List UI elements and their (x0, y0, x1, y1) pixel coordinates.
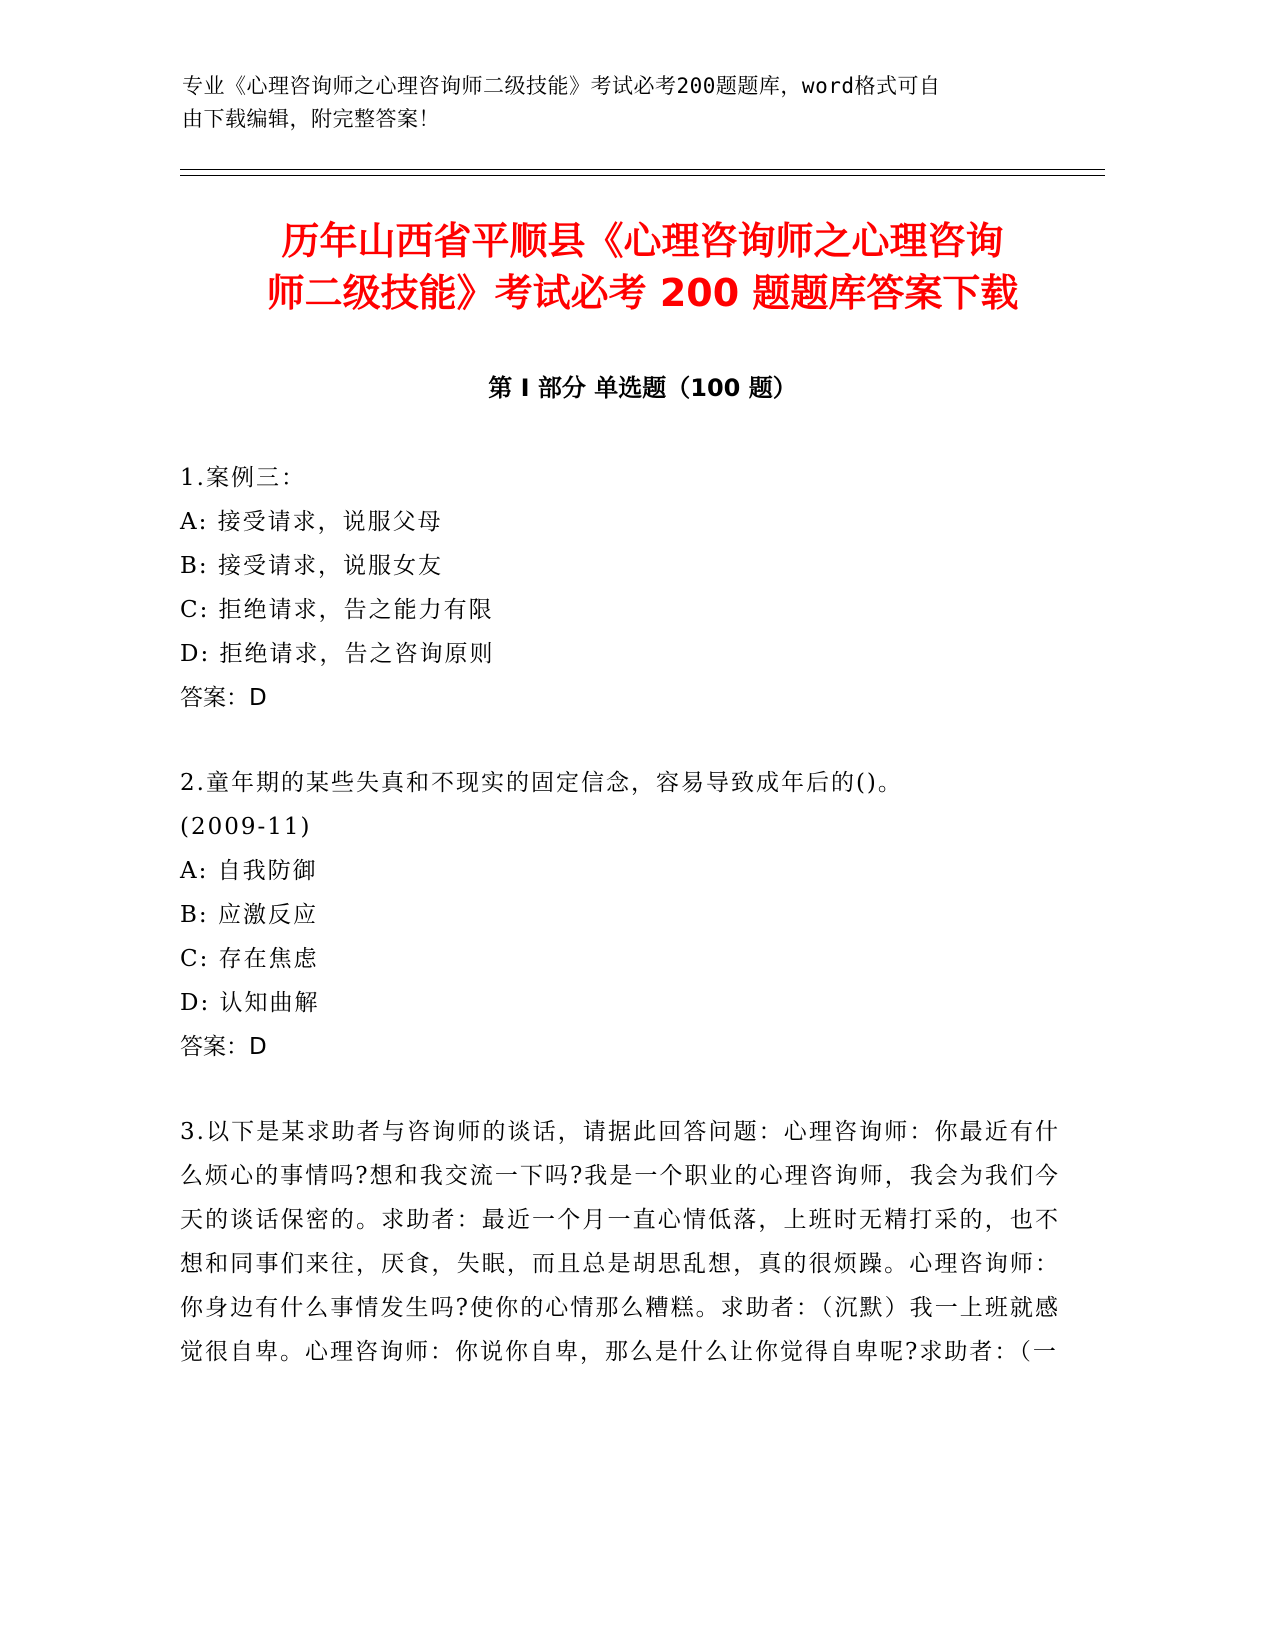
question-1 (180, 456, 1060, 720)
question-stem-continued: (2009-11) (180, 814, 312, 840)
option-c: C: 拒绝请求，告之能力有限 (180, 597, 494, 623)
option-c: C: 存在焦虑 (180, 946, 319, 972)
option-a: A: 自我防御 (180, 858, 318, 884)
header-divider (180, 175, 1105, 176)
question-stem: 3.以下是某求助者与咨询师的谈话，请据此回答问题：心理咨询师：你最近有什么烦心的事情吗?想和我交流一下吗?我是一个职业的心理咨询师，我会为我们今天的谈话保密的。求助者：最近一个月一直心情低落，上班时无精打采的，也不想和同事们来往，厌食，失眠，而且总是胡思乱想，真的很烦躁。心理咨询师：你身边有什么事情发生吗?使你的心情那么糟糕。求助者：（沉默）我一上班就感觉很自卑。心理咨询师：你说你自卑，那么是什么让你觉得自卑呢?求助者：（一 (180, 1119, 1060, 1365)
document-title (180, 215, 1105, 319)
document-title-line: 师二级技能》考试必考 200 题题库答案下载 (266, 271, 1019, 315)
header-note-line: 专业《心理咨询师之心理咨询师二级技能》考试必考200题题库，word格式可自 (182, 74, 941, 98)
option-b: B: 应激反应 (180, 902, 318, 928)
header-note (182, 70, 1062, 136)
header-divider (180, 169, 1105, 170)
option-b: B: 接受请求，说服女友 (180, 553, 443, 579)
question-2 (180, 761, 1060, 1069)
answer-line: 答案：D (180, 1034, 267, 1060)
answer-line: 答案：D (180, 685, 267, 711)
question-stem: 1.案例三： (180, 465, 306, 491)
question-stem: 2.童年期的某些失真和不现实的固定信念，容易导致成年后的()。 (180, 770, 903, 796)
option-a: A: 接受请求，说服父母 (180, 509, 443, 535)
header-note-line: 由下载编辑，附完整答案！ (182, 107, 440, 131)
section-heading: 第 I 部分 单选题（100 题） (488, 374, 797, 402)
question-3 (180, 1110, 1060, 1418)
document-title-line: 历年山西省平顺县《心理咨询师之心理咨询 (281, 219, 1004, 263)
option-d: D: 拒绝请求，告之咨询原则 (180, 641, 495, 667)
option-d: D: 认知曲解 (180, 990, 320, 1016)
